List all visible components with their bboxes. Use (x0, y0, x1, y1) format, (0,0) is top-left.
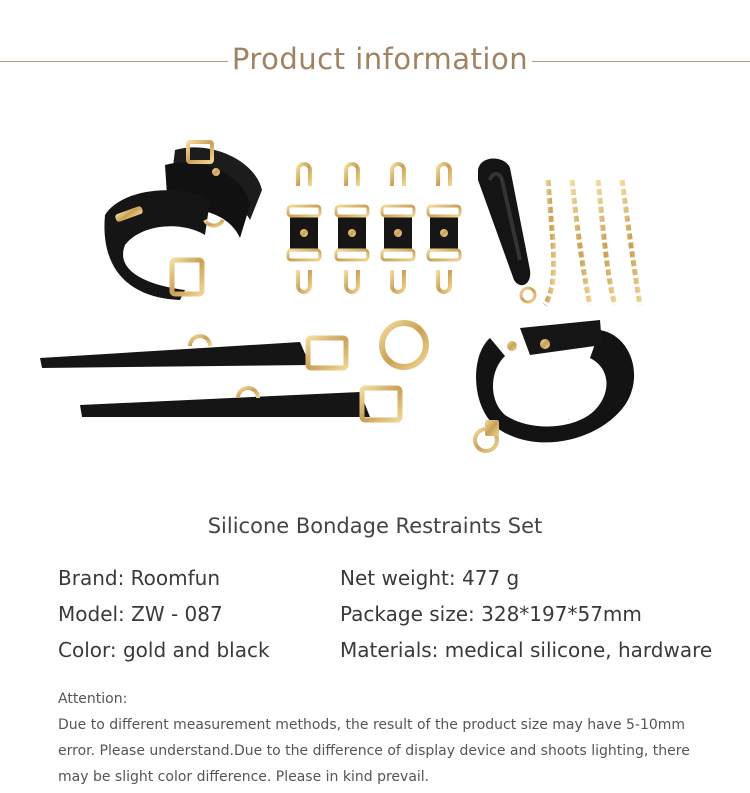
leash-with-chains (478, 158, 640, 305)
ankle-straps (40, 336, 400, 420)
attention-note (58, 686, 718, 790)
attention-line: Due to different measurement methods, the result of the product size may have 5-10mm (58, 717, 686, 733)
header-rule-right (532, 61, 750, 62)
page-title: Product information (231, 42, 529, 76)
wrist-cuffs (104, 142, 262, 300)
spec-color: Color: gold and black (58, 638, 270, 662)
o-ring (382, 323, 426, 367)
product-name: Silicone Bondage Restraints Set (207, 514, 543, 538)
product-photo (0, 120, 750, 490)
section-header (0, 36, 750, 86)
spec-brand: Brand: Roomfun (58, 566, 221, 590)
attention-line: may be slight color difference. Please in kind prevail. (58, 769, 430, 785)
header-rule-left (0, 61, 228, 62)
connector-clips (288, 164, 460, 292)
collar (475, 320, 634, 451)
spec-package-size: Package size: 328*197*57mm (340, 602, 642, 626)
spec-model: Model: ZW - 087 (58, 602, 223, 626)
attention-title: Attention: (58, 691, 128, 707)
attention-line: error. Please understand.Due to the difference of display device and shoots lighting, there (58, 743, 690, 759)
spec-net-weight: Net weight: 477 g (340, 566, 520, 590)
spec-materials: Materials: medical silicone, hardware (340, 638, 713, 662)
